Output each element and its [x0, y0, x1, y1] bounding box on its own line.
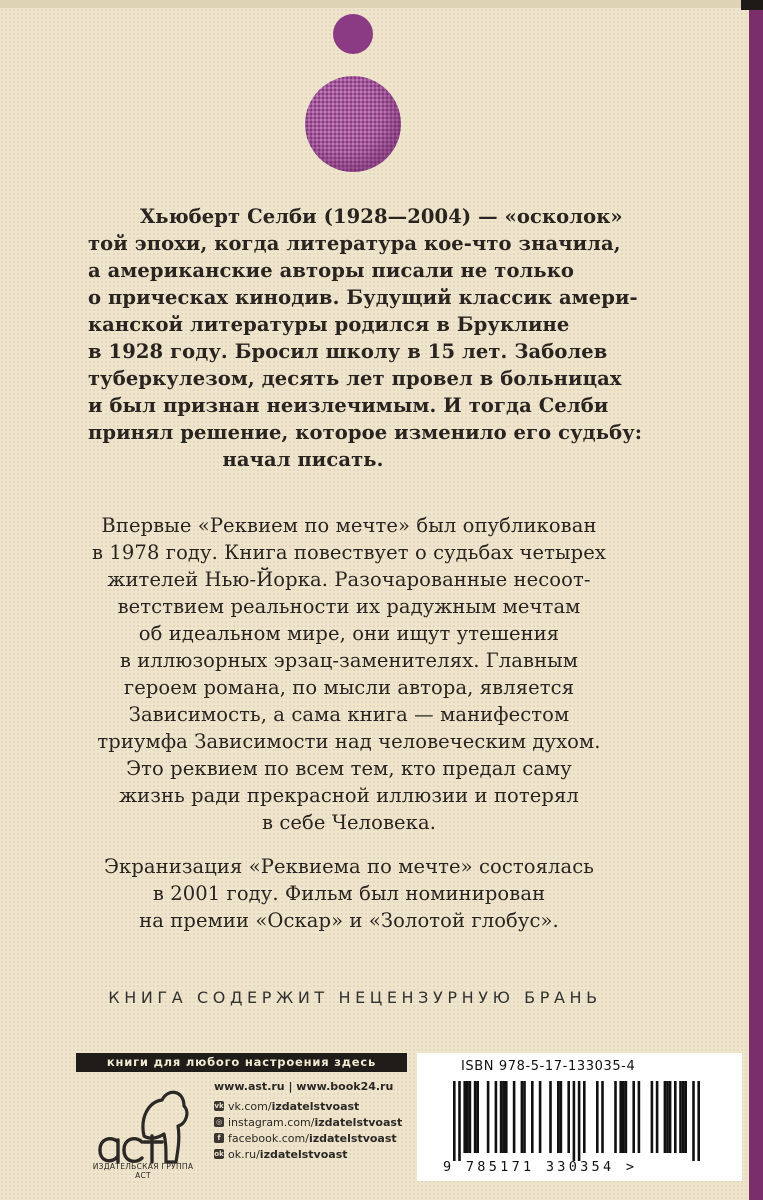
barcode-bar [666, 1081, 669, 1153]
barcode-bar [560, 1081, 563, 1153]
barcode-bar [531, 1081, 534, 1153]
text-line: принял решение, которое изменило его судьбу: [88, 421, 643, 444]
barcode-bar [495, 1081, 498, 1153]
barcode-bar [523, 1081, 526, 1153]
social-link-vk[interactable] [214, 1098, 402, 1114]
text-line: на премии «Оскар» и «Золотой глобус». [139, 909, 559, 932]
social-link-odnoklassniki[interactable] [214, 1146, 402, 1162]
content-warning: КНИГА СОДЕРЖИТ НЕЦЕНЗУРНУЮ БРАНЬ [108, 988, 602, 1007]
social-domain: facebook.com/ [228, 1131, 309, 1145]
text-line: а американские авторы писали не только [88, 259, 575, 282]
isbn-number: ISBN 978-5-17-133035-4 [461, 1059, 636, 1074]
barcode-bar [578, 1081, 581, 1161]
text-line: об идеальном мире, они ищут утешения [138, 622, 560, 645]
barcode-bar [466, 1081, 469, 1153]
text-line: канской литературы родился в Бруклине [88, 313, 570, 336]
barcode-bar [513, 1081, 516, 1153]
instagram-icon: ◎ [215, 1118, 223, 1126]
barcode-bar [549, 1081, 552, 1153]
text-line: Зависимость, а сама книга — манифестом [128, 703, 570, 726]
social-link-facebook[interactable] [214, 1130, 402, 1146]
text-line: в себе Человека. [262, 811, 436, 834]
barcode-bar [539, 1081, 542, 1153]
barcode-bar [682, 1081, 685, 1153]
barcode-bar [505, 1081, 508, 1153]
barcode-bar [684, 1081, 687, 1153]
text-line: в 2001 году. Фильм был номинирован [152, 882, 546, 905]
text-line: туберкулезом, десять лет провел в больницах [88, 367, 622, 390]
barcode-bar [476, 1081, 479, 1153]
barcode-bar [656, 1081, 659, 1153]
facebook-icon: f [214, 1133, 224, 1143]
publisher-contacts [214, 1080, 402, 1162]
text-line: героем романа, по мысли автора, является [123, 676, 575, 699]
film-paragraph [78, 853, 620, 934]
barcode-bar [583, 1081, 586, 1153]
barcode-bar [674, 1081, 677, 1153]
barcode-bar [453, 1081, 456, 1161]
odnoklassniki-icon: ok [214, 1150, 224, 1158]
social-handle: izdatelstvoast [308, 1131, 397, 1145]
text-line: в иллюзорных эрзац-заменителях. Главным [119, 649, 579, 672]
text-line: Хьюберт Селби (1928—2004) — «осколок» [140, 205, 623, 228]
barcode-bar [625, 1081, 628, 1153]
text-line: в 1928 году. Бросил школу в 15 лет. Заболев [88, 340, 608, 363]
isbn-barcode-panel [417, 1053, 742, 1181]
barcode-bar [487, 1081, 490, 1153]
social-link-instagram[interactable] [214, 1114, 402, 1130]
social-handle: izdatelstvoast [259, 1147, 348, 1161]
barcode-bar [463, 1081, 466, 1153]
barcode-bar [567, 1081, 570, 1153]
text-line: начал писать. [222, 448, 384, 471]
text-line: ветствием реальности их радужным мечтам [117, 595, 581, 618]
barcode-bar [632, 1081, 635, 1153]
barcode-bar [573, 1081, 576, 1161]
text-line: и был признан неизлечимым. И тогда Селби [88, 394, 609, 417]
barcode-bar [474, 1081, 477, 1153]
spine-edge [749, 0, 763, 1200]
barcode-bar [500, 1081, 503, 1153]
publisher-websites[interactable]: www.ast.ru | www.book24.ru [214, 1080, 394, 1093]
barcode-bar [469, 1081, 472, 1153]
top-band [0, 0, 763, 8]
barcode-bar [692, 1081, 695, 1161]
text-line: триумфа Зависимости над человеческим духом. [97, 730, 601, 753]
barcode-bar [638, 1081, 641, 1153]
text-line: жизнь ради прекрасной иллюзии и потерял [119, 784, 579, 807]
text-line: Впервые «Реквием по мечте» был опубликован [101, 514, 597, 537]
barcode-bar [651, 1081, 654, 1153]
text-line: той эпохи, когда литература кое-что значила, [88, 232, 621, 255]
barcode-bar [669, 1081, 672, 1153]
text-line: о прическах кинодив. Будущий классик амери- [88, 286, 638, 309]
barcode-bar [601, 1081, 604, 1153]
publisher-imprint: ИЗДАТЕЛЬСКАЯ ГРУППА АСТ [92, 1162, 194, 1180]
barcode-bar [614, 1081, 617, 1153]
social-domain: ok.ru/ [228, 1147, 260, 1161]
social-handle: izdatelstvoast [314, 1115, 403, 1129]
small-purple-circle [333, 14, 373, 54]
text-line: в 1978 году. Книга повествует о судьбах четырех [92, 541, 606, 564]
publisher-slogan: книги для любого настроения здесь [76, 1053, 407, 1072]
vk-icon: vk [214, 1102, 224, 1110]
social-domain: instagram.com/ [228, 1115, 315, 1129]
ean-barcode [453, 1081, 713, 1161]
barcode-bar [521, 1081, 524, 1153]
ean-digits: 9 785171 330354 > [443, 1159, 638, 1175]
synopsis-paragraph [78, 512, 620, 836]
spine-cap [741, 0, 763, 10]
halftone-purple-circle [305, 76, 401, 172]
text-line: Экранизация «Реквиема по мечте» состоялась [104, 855, 594, 878]
barcode-bar [619, 1081, 622, 1153]
social-domain: vk.com/ [228, 1099, 272, 1113]
barcode-bar [664, 1081, 667, 1153]
barcode-bar [502, 1081, 505, 1153]
social-handle: izdatelstvoast [271, 1099, 360, 1113]
barcode-bar [622, 1081, 625, 1153]
text-line: жителей Нью-Йорка. Разочарованные несоот- [107, 568, 591, 591]
author-bio-paragraph [88, 203, 643, 473]
barcode-bar [679, 1081, 682, 1153]
barcode-bar [596, 1081, 599, 1153]
barcode-bar [458, 1081, 461, 1161]
barcode-bar [697, 1081, 700, 1161]
text-line: Это реквием по всем тем, кто предал саму [126, 757, 572, 780]
barcode-bar [557, 1081, 560, 1153]
